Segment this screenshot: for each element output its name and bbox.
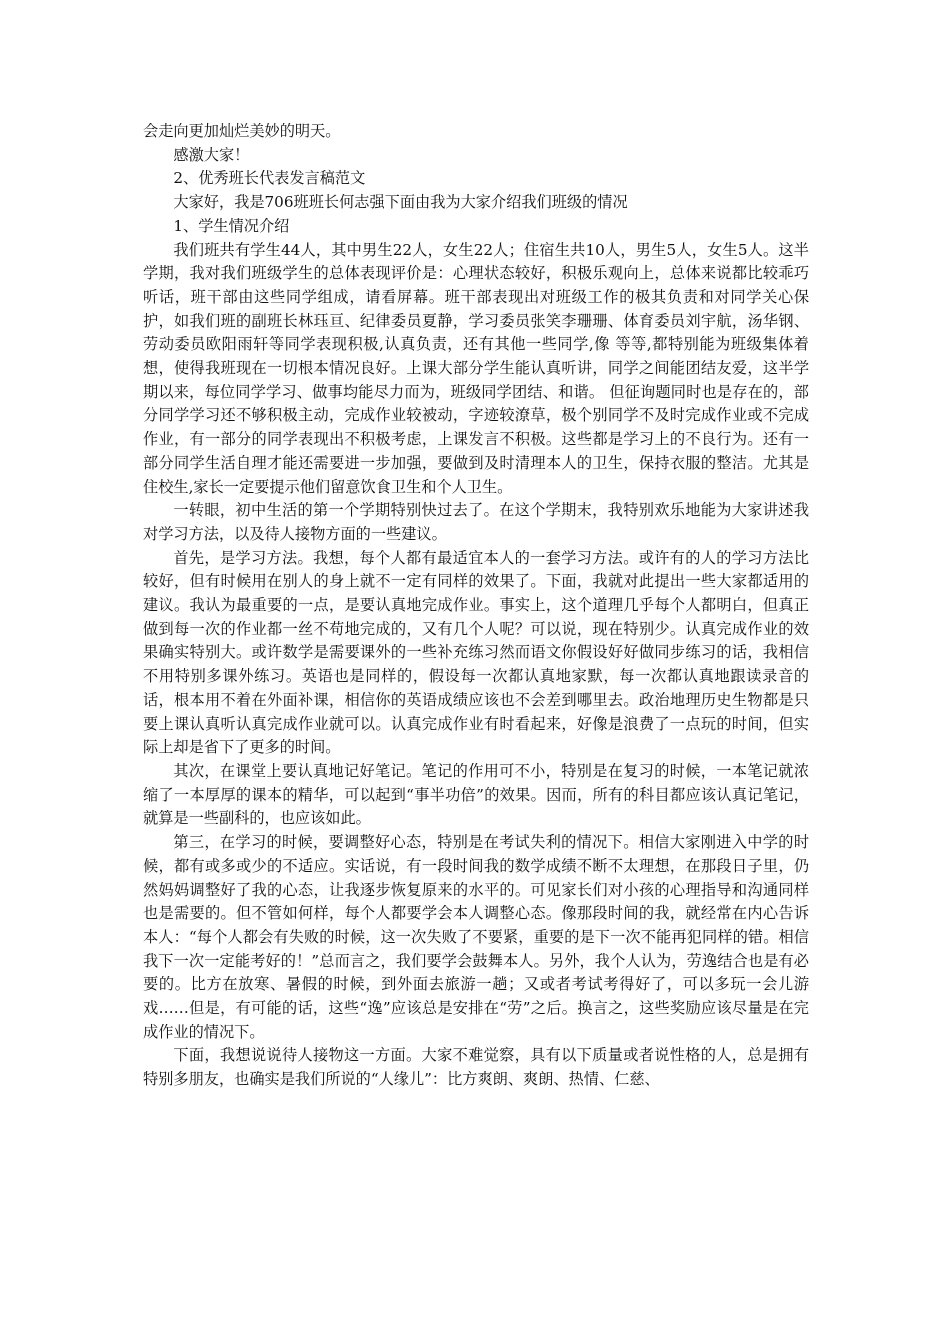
paragraph-interpersonal: 下面，我想说说待人接物这一方面。大家不难觉察，具有以下质量或者说性格的人，总是拥有特别多朋友，也确实是我们所说的“人缘儿”：比方爽朗、爽朗、热情、仁慈、 bbox=[143, 1046, 809, 1089]
paragraph-thanks: 感激大家！ bbox=[173, 145, 250, 164]
section-heading: 2、优秀班长代表发言稿范文 bbox=[173, 169, 366, 188]
paragraph-semester: 一转眼，初中生活的第一个学期特别快过去了。在这个学期末，我特别欢乐地能为大家讲述我对学习方法，以及待人接物方面的一些建议。 bbox=[143, 501, 809, 543]
paragraph-class-situation: 我们班共有学生44人，其中男生22人，女生22人；住宿生共10人，男生5人，女生5人。这半学期，我对我们班级学生的总体表现评价是：心理状态较好，积极乐观向上，总体来说都比较乖巧听话，班干部由这些同学组成，请看屏幕。班干部表现出对班级工作的极其负责和对同学关心保护，如我们班的副班长林珏亘、纪律委员夏静，学习委员张笑李珊珊、体育委员刘宇航，汤华钢、劳动委员欧阳雨轩等同学表现积极,认真负责，还有其他一些同学,像 等等,都特别能为班级集体着想，使得我班现在一切根本情况良好。上课大部分学生能认真听讲，同学之间能团结友爱，这半学期以来，每位同学学习、做事均能尽力而为，班级同学团结、和谐。 但征询题同时也是存在的，部分同学学习还不够积极主动，完成作业较被动，字迹较潦草，极个别同学不及时完成作业或不完成作业，有一部分的同学表现出不积极考虑，上课发言不积极。这些都是学习上的不良行为。还有一部分同学生活自理才能还需要进一步加强，要做到及时清理本人的卫生，保持衣服的整洁。尤其是住校生,家长一定要提示他们留意饮食卫生和个人卫生。 bbox=[143, 240, 809, 496]
document-page bbox=[143, 120, 809, 1092]
paragraph-study-methods: 首先，是学习方法。我想，每个人都有最适宜本人的一套学习方法。或许有的人的学习方法比较好，但有时候用在别人的身上就不一定有同样的效果了。下面，我就对此提出一些大家都适用的建议。我认为最重要的一点，是要认真地完成作业。事实上，这个道理几乎每个人都明白，但真正做到每一次的作业都一丝不苟地完成的，又有几个人呢？可以说，现在特别少。认真完成作业的效果确实特别大。或许数学是需要课外的一些补充练习然而语文你假设好好做同步练习的话，我相信不用特别多课外练习。英语也是同样的，假设每一次都认真地家默，每一次都认真地跟读录音的话，根本用不着在外面补课，相信你的英语成绩应该也不会差到哪里去。政治地理历史生物都是只要上课认真听认真完成作业就可以。认真完成作业有时看起来，好像是浪费了一点玩的时间，但实际上却是省下了更多的时间。 bbox=[143, 548, 809, 757]
paragraph-notes: 其次，在课堂上要认真地记好笔记。笔记的作用可不小，特别是在复习的时候，一本笔记就浓缩了一本厚厚的课本的精华，可以起到“事半功倍”的效果。因而，所有的科目都应该认真记笔记，就算是一些副科的，也应该如此。 bbox=[143, 761, 809, 828]
paragraph-mindset: 第三，在学习的时候，要调整好心态，特别是在考试失利的情况下。相信大家刚进入中学的时候，都有或多或少的不适应。实话说，有一段时间我的数学成绩不断不太理想，在那段日子里，仍然妈妈调整好了我的心态，让我逐步恢复原来的水平的。可见家长们对小孩的心理指导和沟通同样也是需要的。但不管如何样，每个人都要学会本人调整心态。像那段时间的我，就经常在内心告诉本人：“每个人都会有失败的时候，这一次失败了不要紧，重要的是下一次不能再犯同样的错。相信我下一次一定能考好的！”总而言之，我们要学会鼓舞本人。另外，我个人认为，劳逸结合也是有必要的。比方在放寒、暑假的时候，到外面去旅游一趟；又或者考试考得好了，可以多玩一会儿游戏……但是，有可能的话，这些“逸”应该总是安排在“劳”之后。换言之，这些奖励应该尽量是在完成作业的情况下。 bbox=[143, 833, 809, 1041]
subsection-heading: 1、学生情况介绍 bbox=[173, 216, 290, 235]
paragraph-closing-line: 会走向更加灿烂美妙的明天。 bbox=[143, 122, 341, 140]
paragraph-greeting: 大家好，我是706班班长何志强下面由我为大家介绍我们班级的情况 bbox=[173, 193, 628, 212]
